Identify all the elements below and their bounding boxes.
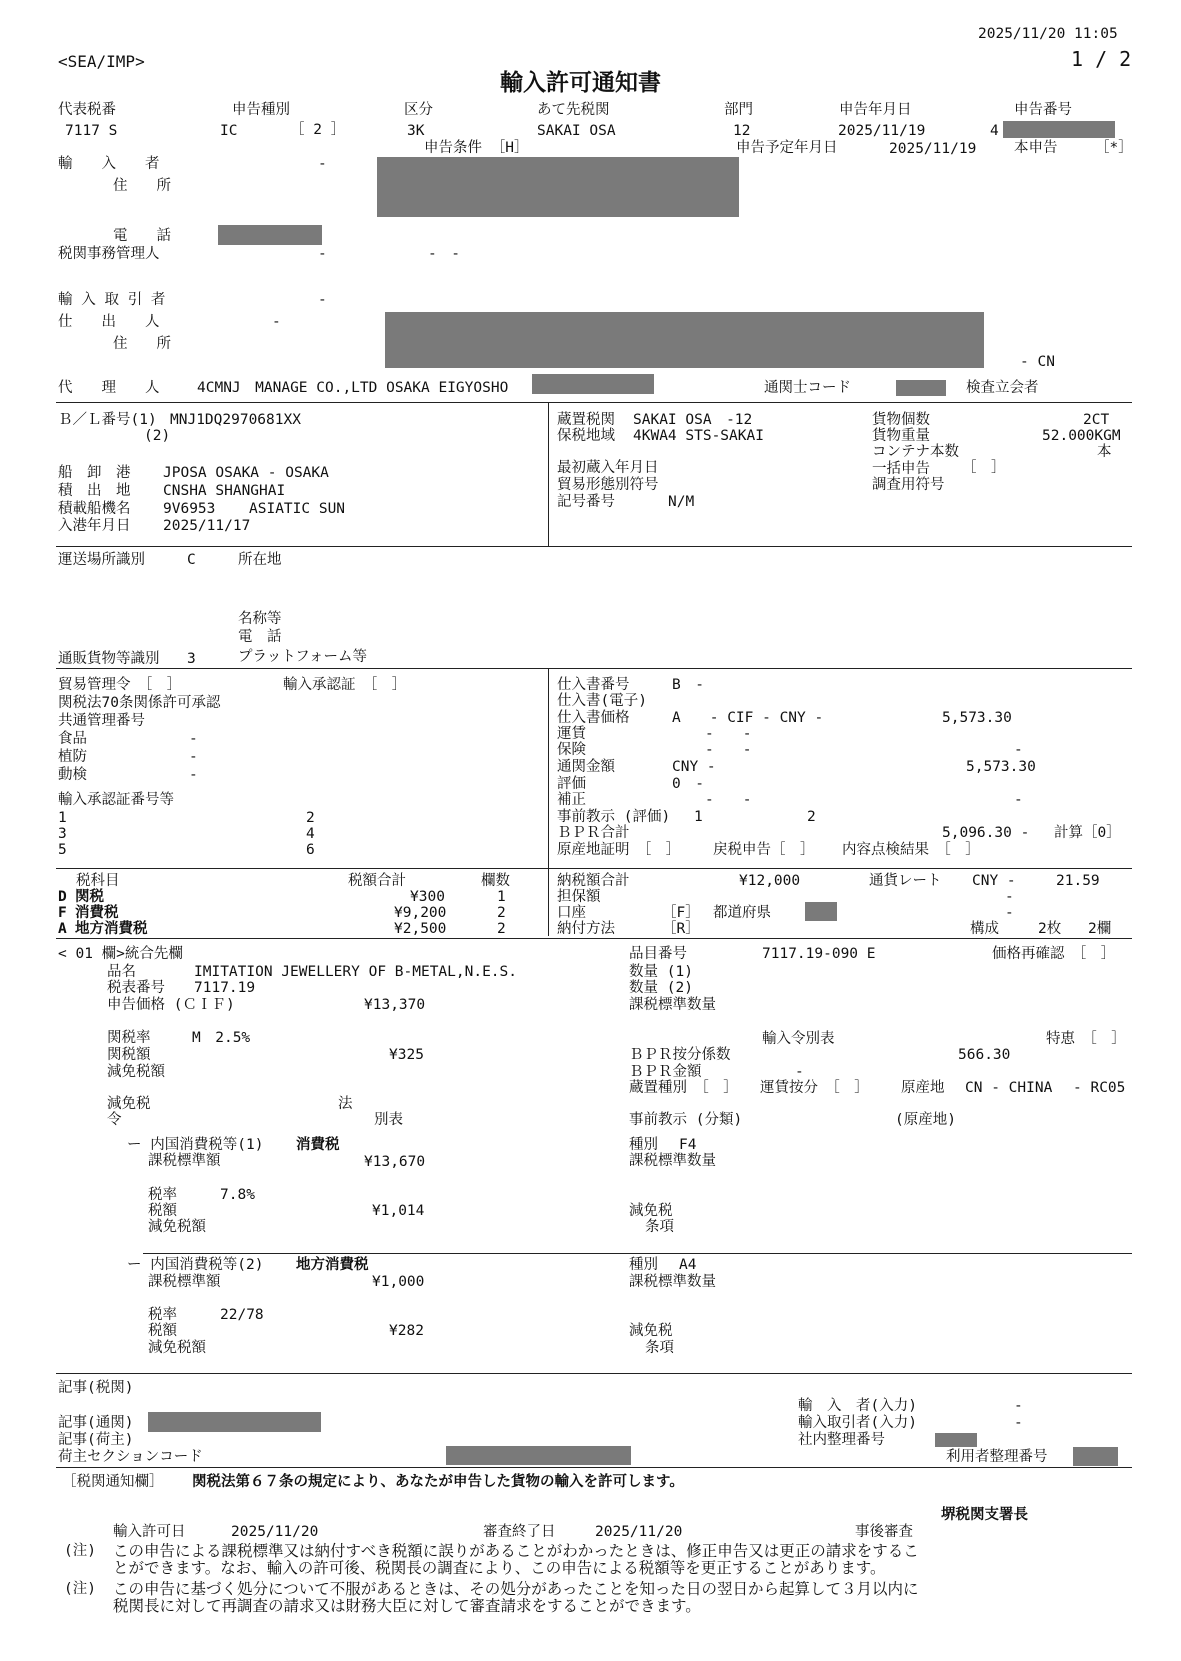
- place-label: 運送場所識別: [58, 552, 145, 568]
- inner-tax2-label: ー 内国消費税等(2): [127, 1257, 264, 1273]
- cif-value: ¥13,370: [364, 997, 426, 1013]
- container-label: コンテナ本数: [872, 444, 959, 460]
- transport-phone-label: 電 話: [238, 629, 282, 645]
- customs-note-label: 記事(税関): [58, 1380, 134, 1396]
- internal-no-label: 社内整理番号: [798, 1432, 885, 1448]
- inner-tax2-base-label: 課税標準額: [148, 1274, 221, 1290]
- inner-tax2-base-value: ¥1,000: [372, 1274, 425, 1290]
- food-value: -: [189, 731, 198, 747]
- notice-label: ［税関通知欄］: [62, 1474, 164, 1490]
- dest-customs-value: SAKAI OSA: [537, 123, 616, 139]
- exempt-law-sub: 令: [107, 1112, 122, 1128]
- page-number: 1 / 2: [1071, 47, 1132, 71]
- divider-line: [56, 668, 1132, 669]
- divider-line: [56, 1373, 1132, 1374]
- code-value: 7117.19-090 E: [762, 946, 876, 962]
- common-no-label: 共通管理番号: [58, 713, 145, 729]
- bl-label: Ｂ／Ｌ番号(1): [58, 412, 157, 428]
- sea-imp-label: <SEA/IMP>: [58, 52, 145, 71]
- account-value: ［F］: [662, 905, 700, 921]
- mail-order-value: 3: [187, 651, 196, 667]
- origin-code: - RC05: [1073, 1080, 1126, 1096]
- load-port-label: 積 出 地: [58, 483, 131, 499]
- calc-label: 計算［0］: [1054, 825, 1121, 841]
- bonded-customs-label: 蔵置税関: [557, 412, 615, 428]
- redacted-section-code: [446, 1446, 631, 1465]
- tax-row-code: D: [58, 889, 67, 905]
- agent-value: 4CMNJ MANAGE CO.,LTD OSAKA EIGYOSHO: [197, 380, 509, 396]
- inner-tax1-label: ー 内国消費税等(1): [127, 1137, 264, 1153]
- refund-decl-label: 戻税申告［ ］: [713, 842, 815, 858]
- approval-no-1: 1: [58, 810, 67, 826]
- bonded-area-label: 保税地域: [557, 428, 615, 444]
- review-end-label: 審査終了日: [483, 1524, 556, 1540]
- redacted-phone: [218, 225, 322, 245]
- broker-code-label: 通関士コード: [764, 380, 851, 396]
- redacted-importer: [377, 157, 739, 217]
- redacted-user-no: [1073, 1447, 1118, 1466]
- arrival-value: 2025/11/17: [163, 518, 251, 534]
- adjust-value: - -: [705, 792, 752, 808]
- tax-row-amount: ¥9,200: [394, 905, 447, 921]
- customs-admin-label: 税関事務管理人: [58, 246, 160, 262]
- item-name-label: 品名: [107, 964, 136, 980]
- rate-code: CNY -: [972, 873, 1016, 889]
- trader-input-label: 輸入取引者(入力): [798, 1415, 917, 1431]
- container-unit: 本: [1097, 444, 1112, 460]
- plant-label: 植防: [58, 749, 87, 765]
- inner-tax2-article-label: 条項: [645, 1340, 674, 1356]
- advance-origin-label: (原産地): [895, 1112, 956, 1128]
- approval-cert: 輸入承認証 ［ ］: [283, 677, 407, 693]
- permit-date-label: 輸入許可日: [113, 1524, 186, 1540]
- pay-total-label: 納税額合計: [557, 873, 630, 889]
- inner-tax1-base-label: 課税標準額: [148, 1153, 221, 1169]
- location-label: 所在地: [238, 552, 282, 568]
- bpr-amount-label: ＢＰＲ金額: [629, 1064, 702, 1080]
- tax-row-code: F: [58, 905, 67, 921]
- decl-date-value: 2025/11/19: [838, 123, 926, 139]
- food-label: 食品: [58, 731, 87, 747]
- note1-mark: (注): [64, 1543, 96, 1559]
- tax-row-amount: ¥300: [410, 889, 445, 905]
- inner-tax1-article-label: 条項: [645, 1219, 674, 1235]
- inner-tax2-rate-label: 税率: [148, 1307, 177, 1323]
- divider-line: [56, 1467, 1132, 1468]
- decl-no-label: 申告番号: [1014, 102, 1072, 118]
- inner-tax1-name: 消費税: [296, 1137, 340, 1153]
- inner-tax1-rate-value: 7.8%: [220, 1187, 255, 1203]
- decl-type-value: IC: [220, 123, 238, 139]
- division-value: 3K: [407, 123, 425, 139]
- redacted-broker-code: [896, 380, 946, 396]
- bpr-total-label: ＢＰＲ合計: [557, 825, 630, 841]
- plant-value: -: [189, 749, 198, 765]
- inner-tax2-rate-value: 22/78: [220, 1307, 264, 1323]
- inner-tax2-tax-value: ¥282: [389, 1323, 424, 1339]
- approval-no-5: 5: [58, 842, 67, 858]
- valuation-value: 0 -: [672, 776, 704, 792]
- first-bond-label: 最初蔵入年月日: [557, 460, 659, 476]
- payment-label: 納付方法: [557, 921, 615, 937]
- note1-line2: とができます。なお、輸入の許可後、税関長の調査により、この申告による税額等を更正することがあります。: [113, 1559, 886, 1577]
- tax-row-code: A: [58, 921, 67, 937]
- pkg-count-label: 貨物個数: [872, 412, 930, 428]
- inner-tax2-name: 地方消費税: [296, 1257, 369, 1273]
- mark-value: N/M: [668, 494, 695, 510]
- post-audit-label: 事後審査: [855, 1524, 913, 1540]
- inner-tax1-kind-value: F4: [679, 1137, 697, 1153]
- vessel-code: 9V6953: [163, 501, 216, 517]
- agent-label: 代 理 人: [58, 380, 160, 396]
- shipper-label: 仕 出 人: [58, 314, 160, 330]
- pref-dash: -: [1005, 905, 1014, 921]
- security-label: 担保額: [557, 889, 601, 905]
- decl-type-bracket: ［ 2 ］: [290, 122, 346, 138]
- advance-class-label: 事前教示 (分類): [629, 1112, 743, 1128]
- duty-rate-label: 関税率: [107, 1030, 151, 1046]
- note2-line2: 税関長に対して再調査の請求又は財務大臣に対して審査請求をすることができます。: [113, 1597, 701, 1615]
- divider-line: [548, 402, 549, 547]
- decl-cond: 申告条件 ［H］: [424, 140, 529, 156]
- insurance-dash: -: [1014, 742, 1023, 758]
- user-no-label: 利用者整理番号: [946, 1449, 1048, 1465]
- redacted-internal-no: [935, 1433, 977, 1447]
- pkg-count-value: 2CT: [1083, 412, 1110, 428]
- redacted-decl-no: [1003, 121, 1115, 138]
- origin-label: 原産地: [901, 1080, 945, 1096]
- redacted-agent: [532, 374, 654, 394]
- tax-row-cols: 1: [497, 889, 506, 905]
- platform-label: プラットフォーム等: [238, 649, 368, 665]
- exempt-law-label: 減免税: [107, 1096, 151, 1112]
- document-title: 輸入許可通知書: [500, 70, 661, 96]
- composition-label: 構成: [970, 921, 999, 937]
- inner-tax1-tax-value: ¥1,014: [372, 1203, 425, 1219]
- dest-customs-label: あて先税関: [537, 102, 610, 118]
- storage-label: 蔵置種別 ［ ］: [629, 1080, 738, 1096]
- animal-value: -: [189, 767, 198, 783]
- permit-date-value: 2025/11/20: [231, 1524, 319, 1540]
- vessel-name: ASIATIC SUN: [249, 501, 346, 517]
- advance-valuation-2: 2: [807, 809, 816, 825]
- freight-value: - -: [705, 726, 752, 742]
- decl-no-prefix: 4: [990, 123, 999, 139]
- mark-label: 記号番号: [557, 494, 615, 510]
- inner-tax1-tax-label: 税額: [148, 1203, 177, 1219]
- duty-rate-value: M 2.5%: [192, 1030, 251, 1046]
- main-decl-bracket: ［*］: [1095, 140, 1133, 156]
- tax-row-name: 関税: [75, 889, 104, 905]
- trader-input-value: -: [1014, 1415, 1023, 1431]
- main-decl-label: 本申告: [1014, 140, 1058, 156]
- unload-port-label: 船 卸 港: [58, 465, 131, 481]
- composition-cols: 2欄: [1088, 921, 1112, 937]
- bl-value: MNJ1DQ2970681XX: [170, 412, 301, 428]
- trader-label: 輸 入 取 引 者: [58, 292, 166, 308]
- inner-tax1-base-value: ¥13,670: [364, 1154, 426, 1170]
- inner-tax1-exempt-tax-label: 減免税: [629, 1203, 673, 1219]
- importer-phone-label: 電 話: [113, 228, 171, 244]
- dept-value: 12: [733, 123, 751, 139]
- tax-row-amount: ¥2,500: [394, 921, 447, 937]
- shipper-country: - CN: [1020, 354, 1055, 370]
- qty2-label: 数量 (2): [629, 980, 693, 996]
- freight-alloc-label: 運賃按分 ［ ］: [760, 1080, 869, 1096]
- tax-item-label: 税科目: [76, 873, 120, 889]
- import-table-label: 輸入令別表: [762, 1031, 835, 1047]
- inner-tax2-exempt-label: 減免税額: [148, 1340, 206, 1356]
- invoice-e-label: 仕入書(電子): [557, 693, 647, 709]
- inner-tax1-rate-label: 税率: [148, 1187, 177, 1203]
- bonded-area-value: 4KWA4 STS-SAKAI: [633, 428, 764, 444]
- duty-value: ¥325: [389, 1047, 424, 1063]
- tax-row-name: 地方消費税: [75, 921, 148, 937]
- customs-value-code: CNY -: [672, 759, 716, 775]
- inner-tax2-exempt-tax-label: 減免税: [629, 1323, 673, 1339]
- inner-tax2-kind-value: A4: [679, 1257, 697, 1273]
- sched-date-value: 2025/11/19: [889, 141, 977, 157]
- bulk-decl-bracket: ［ ］: [962, 460, 1006, 476]
- notice-text: 関税法第６７条の規定により、あなたが申告した貨物の輸入を許可します。: [192, 1474, 684, 1490]
- bl2-label: (2): [144, 428, 171, 444]
- art70-label: 関税法70条関係許可承認: [58, 695, 221, 711]
- division-label: 区分: [404, 102, 433, 118]
- divider-line: [56, 868, 1132, 869]
- security-dash: -: [1005, 889, 1014, 905]
- invoice-price-value: 5,573.30: [942, 710, 1012, 726]
- decl-type-label: 申告種別: [232, 102, 290, 118]
- preference-label: 特恵 ［ ］: [1046, 1031, 1126, 1047]
- divider-line: [56, 402, 1132, 403]
- shipper-dash: -: [272, 314, 281, 330]
- animal-label: 動検: [58, 767, 87, 783]
- note2-line1: この申告に基づく処分について不服があるときは、その処分があったことを知った日の翌日から起算して３月以内に: [113, 1580, 919, 1598]
- importer-label: 輸 入 者: [58, 156, 160, 172]
- review-end-value: 2025/11/20: [595, 1524, 683, 1540]
- sched-date-label: 申告予定年月日: [736, 140, 838, 156]
- customs-office: 堺税関支署長: [941, 1507, 1028, 1523]
- inner-tax2-tax-label: 税額: [148, 1323, 177, 1339]
- weight-label: 貨物重量: [872, 428, 930, 444]
- tax-row-cols: 2: [497, 921, 506, 937]
- freight-label: 運賃: [557, 726, 586, 742]
- decl-date-label: 申告年月日: [839, 102, 912, 118]
- invoice-no-value: B -: [672, 677, 704, 693]
- inner-tax1-kind-label: 種別: [629, 1137, 658, 1153]
- qty1-label: 数量 (1): [629, 964, 693, 980]
- redacted-pref: [805, 902, 837, 921]
- vessel-label: 積載船機名: [58, 501, 131, 517]
- inner-tax1-qty-label: 課税標準数量: [629, 1153, 716, 1169]
- rate-label: 通貨レート: [869, 873, 942, 889]
- insurance-label: 保険: [557, 742, 586, 758]
- appendix-label: 別表: [374, 1112, 403, 1128]
- rep-tax-label: 代表税番: [58, 102, 116, 118]
- account-label: 口座: [557, 905, 586, 921]
- hs-label: 税表番号: [107, 980, 165, 996]
- advance-valuation-label: 事前教示 (評価): [557, 809, 671, 825]
- duty-label: 関税額: [107, 1047, 151, 1063]
- code-label: 品目番号: [629, 946, 687, 962]
- pref-label: 都道府県: [713, 905, 771, 921]
- duty-exempt-label: 減免税額: [107, 1064, 165, 1080]
- approval-no-4: 4: [306, 826, 315, 842]
- bpr-coef-label: ＢＰＲ按分係数: [629, 1047, 731, 1063]
- weight-value: 52.000KGM: [1042, 428, 1121, 444]
- customs-value-value: 5,573.30: [966, 759, 1036, 775]
- customs-value-label: 通関金額: [557, 759, 615, 775]
- rep-tax-value: 7117 S: [65, 123, 118, 139]
- bpr-total-value: 5,096.30 -: [942, 825, 1030, 841]
- redacted-shipper: [385, 312, 984, 368]
- content-check-label: 内容点検結果 ［ ］: [842, 842, 980, 858]
- place-value: C: [187, 552, 196, 568]
- broker-note-label: 記事(通関): [58, 1415, 134, 1431]
- trade-form-label: 貿易形態別符号: [557, 477, 659, 493]
- origin-value: CN - CHINA: [965, 1080, 1053, 1096]
- print-timestamp: 2025/11/20 11:05: [978, 26, 1118, 42]
- item-name-value: IMITATION JEWELLERY OF B-METAL,N.E.S.: [194, 964, 518, 980]
- approval-no-6: 6: [306, 842, 315, 858]
- tax-col-label: 欄数: [481, 873, 510, 889]
- owner-note-label: 記事(荷主): [58, 1432, 134, 1448]
- adjust-dash: -: [1014, 792, 1023, 808]
- insurance-value: - -: [705, 742, 752, 758]
- composition-sheets: 2枚: [1038, 921, 1062, 937]
- importer-input-value: -: [1014, 1398, 1023, 1414]
- divider-line: [56, 546, 1132, 547]
- survey-label: 調査用符号: [872, 477, 945, 493]
- tax-row-cols: 2: [497, 905, 506, 921]
- invoice-price-label: 仕入書価格: [557, 710, 630, 726]
- valuation-label: 評価: [557, 776, 586, 792]
- inspector-label: 検査立会者: [966, 380, 1039, 396]
- invoice-no-label: 仕入書番号: [557, 677, 630, 693]
- inner-tax1-exempt-label: 減免税額: [148, 1219, 206, 1235]
- redacted-broker-note: [148, 1412, 321, 1432]
- importer-dash: -: [318, 156, 327, 172]
- advance-valuation-1: 1: [694, 809, 703, 825]
- price-recheck: 価格再確認 ［ ］: [992, 946, 1116, 962]
- name-label: 名称等: [238, 611, 282, 627]
- law-label: 法: [338, 1096, 353, 1112]
- trade-ctrl: 貿易管理令 ［ ］: [58, 677, 182, 693]
- arrival-label: 入港年月日: [58, 518, 131, 534]
- bonded-customs-value: SAKAI OSA -12: [633, 412, 753, 428]
- bpr-amount-value: -: [795, 1064, 804, 1080]
- section-code-label: 荷主セクションコード: [58, 1449, 203, 1465]
- pay-total-value: ¥12,000: [739, 873, 801, 889]
- approval-no-label: 輸入承認証番号等: [58, 792, 174, 808]
- adjust-label: 補正: [557, 792, 586, 808]
- inner-tax2-qty-label: 課税標準数量: [629, 1274, 716, 1290]
- payment-value: ［R］: [662, 921, 700, 937]
- bulk-decl-label: 一括申告: [872, 461, 930, 477]
- approval-no-2: 2: [306, 810, 315, 826]
- rate-value: 21.59: [1056, 873, 1100, 889]
- bpr-coef-value: 566.30: [958, 1047, 1011, 1063]
- tax-row-name: 消費税: [75, 905, 119, 921]
- load-port-value: CNSHA SHANGHAI: [163, 483, 286, 499]
- note1-line1: この申告による課税標準又は納付すべき税額に誤りがあることがわかったときは、修正申告又は更正の請求をするこ: [113, 1542, 919, 1560]
- note2-mark: (注): [64, 1581, 96, 1597]
- cif-label: 申告価格 (ＣＩＦ): [107, 997, 235, 1013]
- customs-admin-dash: -: [318, 246, 327, 262]
- mail-order-label: 通販貨物等識別: [58, 651, 160, 667]
- dept-label: 部門: [724, 102, 753, 118]
- tax-qty-label: 課税標準数量: [629, 997, 716, 1013]
- origin-cert-label: 原産地証明 ［ ］: [557, 842, 681, 858]
- shipper-address-label: 住 所: [113, 336, 171, 352]
- importer-address-label: 住 所: [113, 178, 171, 194]
- divider-line: [56, 938, 1132, 939]
- inner-tax2-kind-label: 種別: [629, 1257, 658, 1273]
- unload-port-value: JPOSA OSAKA - OSAKA: [163, 465, 329, 481]
- approval-no-3: 3: [58, 826, 67, 842]
- item-header: < 01 欄>統合先欄: [58, 946, 183, 962]
- divider-line: [548, 668, 549, 936]
- trader-dash: -: [318, 292, 327, 308]
- divider-line: [143, 1253, 1132, 1254]
- customs-admin-dash2: - -: [428, 246, 460, 262]
- importer-input-label: 輸 入 者(入力): [798, 1398, 917, 1414]
- invoice-price-code: A - CIF - CNY -: [672, 710, 824, 726]
- tax-total-label: 税額合計: [348, 873, 406, 889]
- hs-value: 7117.19: [194, 980, 256, 996]
